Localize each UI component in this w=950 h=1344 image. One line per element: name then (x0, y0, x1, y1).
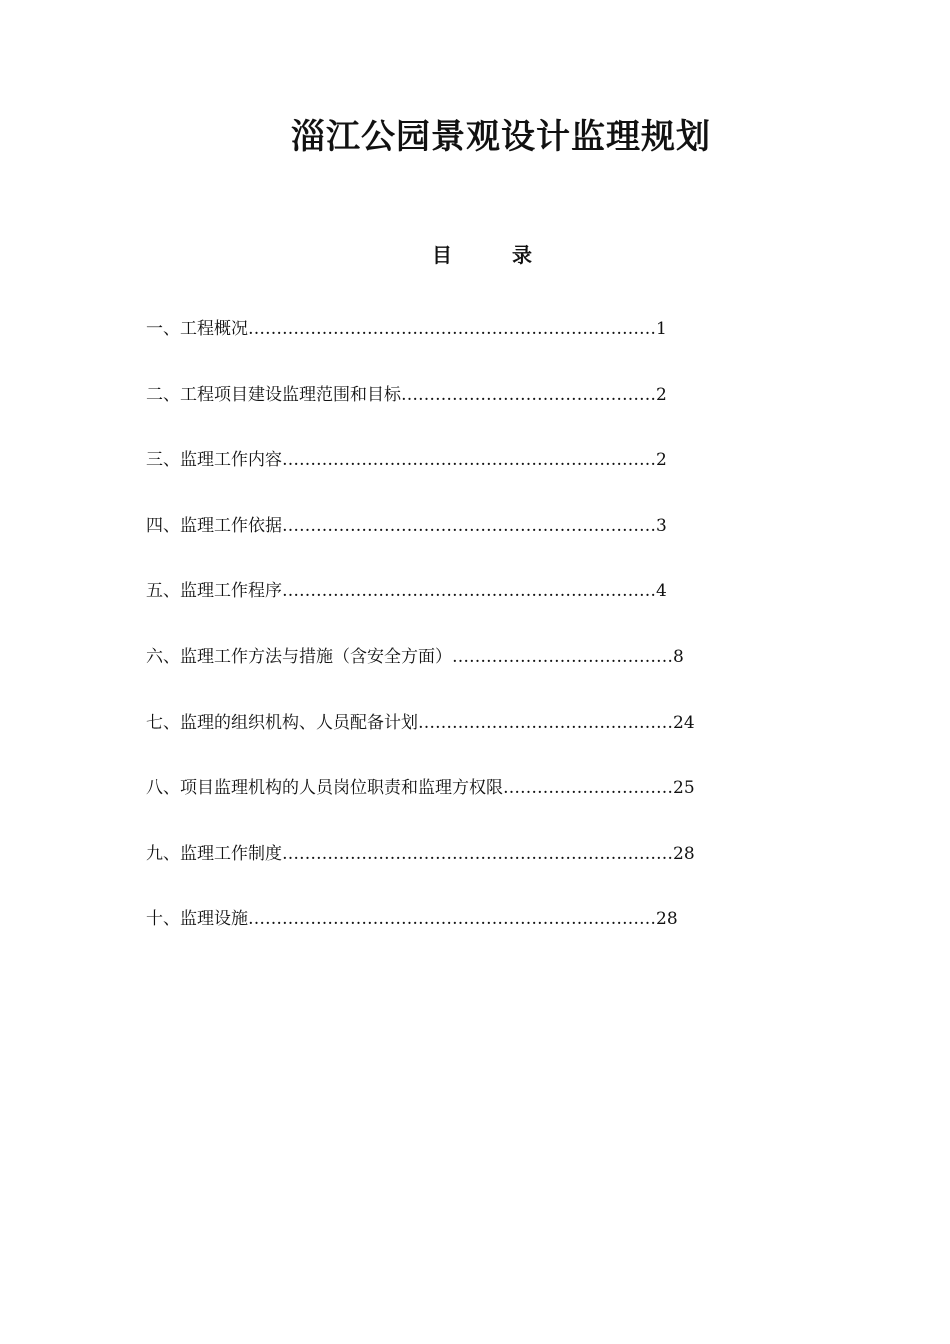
toc-page-number: 8 (673, 646, 684, 667)
toc-heading (0, 240, 950, 270)
toc-page-number: 25 (673, 778, 695, 799)
toc-page-number: 28 (656, 909, 678, 930)
toc-leader-dots: ………………………………………………………… (282, 581, 656, 602)
toc-entry[interactable] (146, 640, 746, 706)
toc-leader-dots: ……………………………………………………………… (248, 909, 656, 930)
toc-leader-dots: ……………………………………………………………… (248, 319, 656, 339)
toc-entry-label: 四、监理工作依据 (146, 515, 282, 536)
toc-leader-dots: …………………………………………………………… (282, 843, 673, 864)
toc-entry[interactable] (146, 771, 746, 837)
toc-entry-label: 九、监理工作制度 (146, 843, 282, 864)
toc-entry-label: 五、监理工作程序 (146, 581, 282, 602)
toc-leader-dots: ……………………………………… (418, 712, 673, 733)
toc-entry[interactable] (146, 902, 746, 968)
toc-page-number: 24 (673, 712, 695, 733)
toc-leader-dots: ………………………… (503, 778, 673, 799)
toc-page-number: 3 (656, 515, 667, 536)
toc-entry-label: 十、监理设施 (146, 909, 248, 930)
toc-entry[interactable] (146, 378, 746, 444)
toc-leader-dots: ………………………………………………………… (282, 450, 656, 471)
toc-entry-label: 六、监理工作方法与措施（含安全方面） (146, 646, 452, 667)
toc-page-number: 2 (656, 450, 667, 471)
toc-page-number: 4 (656, 581, 667, 602)
toc-leader-dots: ………………………………………………………… (282, 515, 656, 536)
toc-leader-dots: ……………………………………… (401, 384, 656, 405)
toc-entry-label: 八、项目监理机构的人员岗位职责和监理方权限 (146, 778, 503, 799)
toc-heading-right: 录 (512, 243, 532, 267)
table-of-contents (146, 312, 746, 968)
toc-entry[interactable] (146, 837, 746, 903)
toc-entry-label: 七、监理的组织机构、人员配备计划 (146, 712, 418, 733)
toc-entry-label: 二、工程项目建设监理范围和目标 (146, 384, 401, 405)
toc-page-number: 2 (656, 384, 667, 405)
toc-leader-dots: ………………………………… (452, 646, 673, 667)
toc-entry[interactable] (146, 706, 746, 772)
toc-entry[interactable] (146, 509, 746, 575)
toc-entry[interactable] (146, 574, 746, 640)
toc-entry-label: 三、监理工作内容 (146, 450, 282, 471)
toc-entry[interactable] (146, 312, 746, 378)
toc-heading-left: 目 (432, 243, 452, 267)
toc-page-number: 1 (656, 319, 667, 339)
toc-entry[interactable] (146, 443, 746, 509)
toc-page-number: 28 (673, 843, 695, 864)
toc-entry-label: 一、工程概况 (146, 319, 248, 339)
document-title: 淄江公园景观设计监理规划 (291, 117, 711, 157)
